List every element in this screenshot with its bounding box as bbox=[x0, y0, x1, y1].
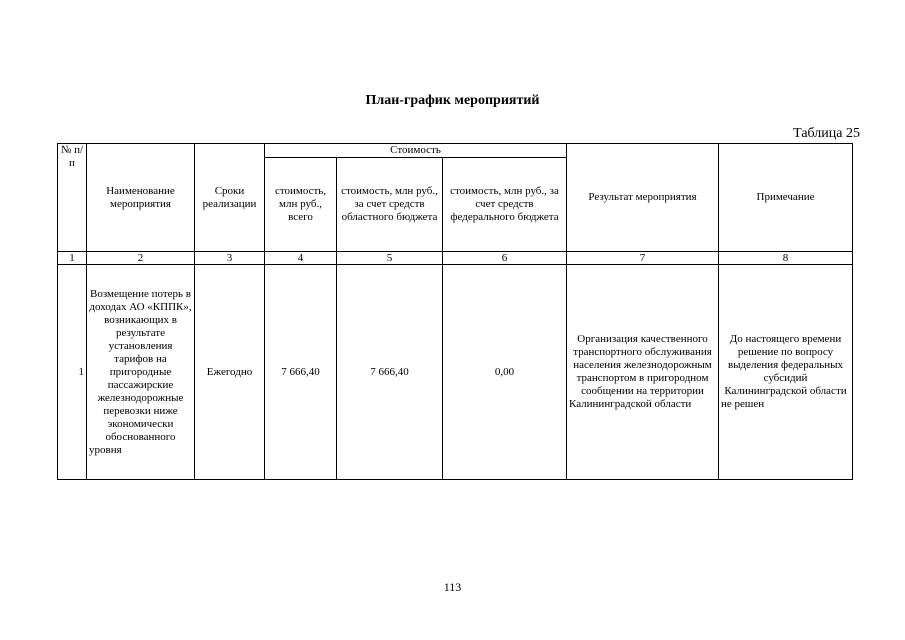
header-cost-group: Стоимость bbox=[265, 144, 567, 158]
column-number: 7 bbox=[567, 252, 719, 265]
header-note: Примечание bbox=[719, 144, 853, 252]
row-cost-regional: 7 666,40 bbox=[337, 265, 443, 480]
column-number: 8 bbox=[719, 252, 853, 265]
page-number: 113 bbox=[443, 580, 462, 594]
row-cost-federal: 0,00 bbox=[443, 265, 567, 480]
column-number: 3 bbox=[195, 252, 265, 265]
table-row bbox=[58, 265, 853, 480]
header-cost-regional: стоимость, млн руб., за счет средств областного бюджета bbox=[337, 158, 443, 252]
row-name: Возмещение потерь в доходах АО «КППК», возникающих в результате установления тарифов на пригородные пассажирские железнодорожные перевозки ниже экономически обоснованного уровня bbox=[87, 265, 195, 480]
row-result: Организация качественного транспортного обслуживания населения железнодорожным транспортом в пригородном сообщении на территории Калининградской области bbox=[567, 265, 719, 480]
header-cost-federal: стоимость, млн руб., за счет средств федерального бюджета bbox=[443, 158, 567, 252]
page-title: План-график мероприятий bbox=[365, 93, 540, 108]
plan-table bbox=[57, 143, 853, 480]
column-number: 2 bbox=[87, 252, 195, 265]
column-number: 1 bbox=[58, 252, 87, 265]
table-label: Таблица 25 bbox=[793, 126, 860, 141]
header-result: Результат мероприятия bbox=[567, 144, 719, 252]
header-name: Наименование мероприятия bbox=[87, 144, 195, 252]
header-cost-total: стоимость, млн руб., всего bbox=[265, 158, 337, 252]
row-num: 1 bbox=[58, 265, 87, 480]
header-num: № п/п bbox=[58, 144, 87, 252]
column-number-row bbox=[58, 252, 853, 265]
row-terms: Ежегодно bbox=[195, 265, 265, 480]
column-number: 6 bbox=[443, 252, 567, 265]
row-cost-total: 7 666,40 bbox=[265, 265, 337, 480]
row-note: До настоящего времени решение по вопросу выделения федеральных субсидий Калининградской области не решен bbox=[719, 265, 853, 480]
header-terms: Сроки реализации bbox=[195, 144, 265, 252]
column-number: 4 bbox=[265, 252, 337, 265]
column-number: 5 bbox=[337, 252, 443, 265]
